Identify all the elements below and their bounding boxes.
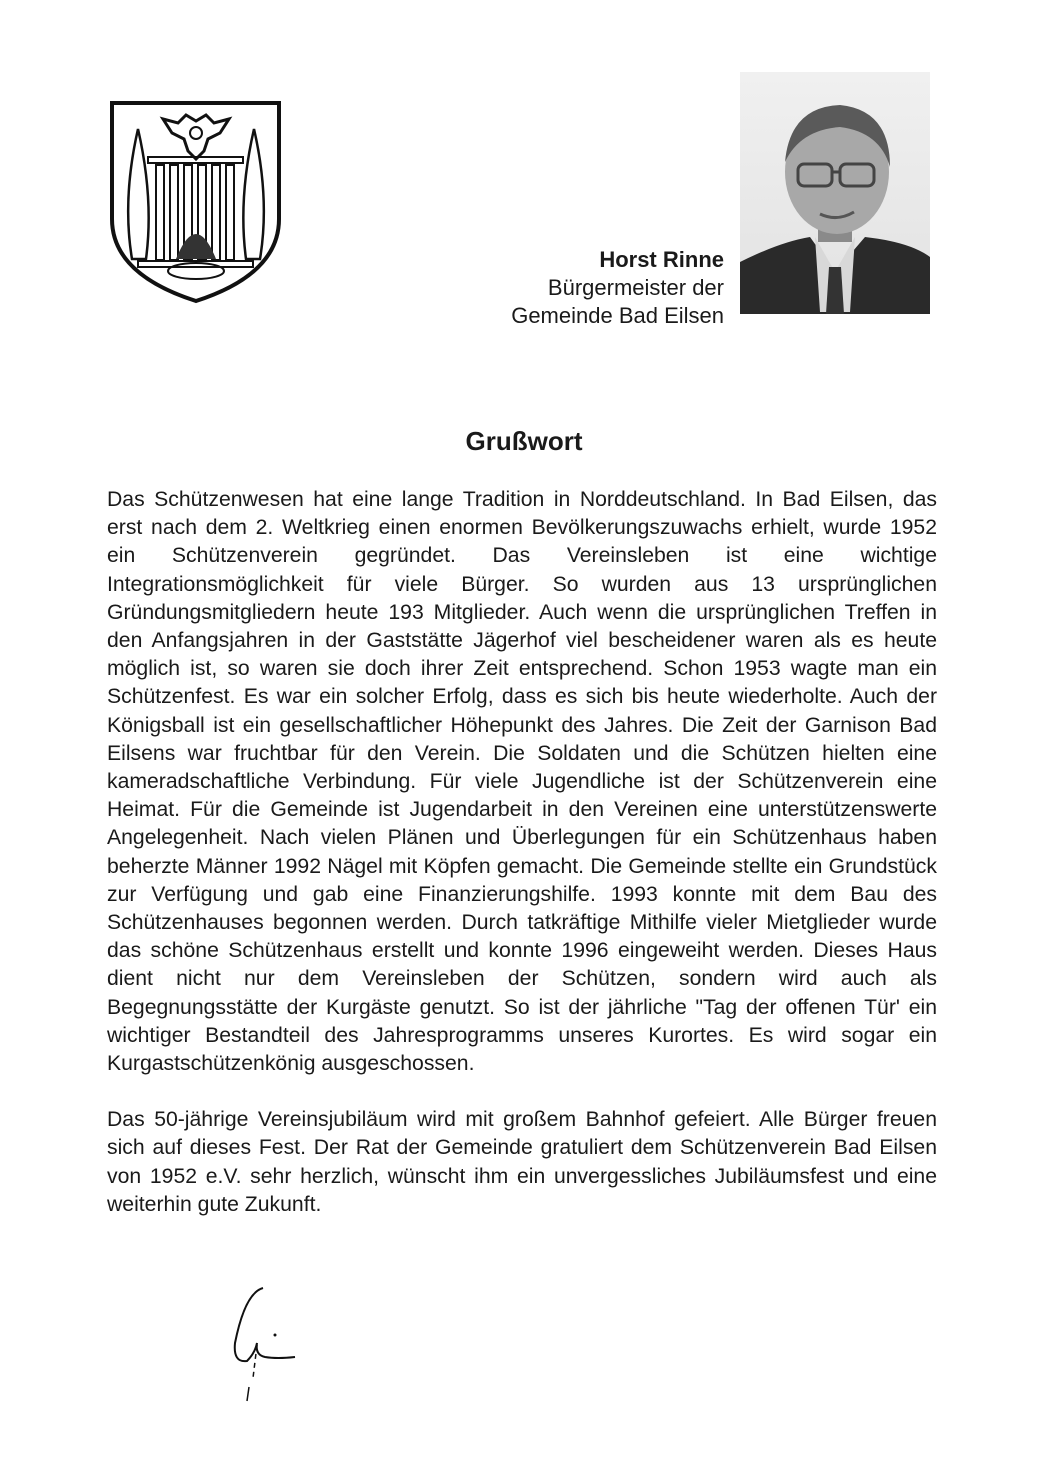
signature-icon [225, 1283, 305, 1403]
paragraph-1: Das Schützenwesen hat eine lange Tradition in Norddeutschland. In Bad Eilsen, das erst nach dem 2. Weltkrieg einen enormen Bevölkerungszuwachs erhielt, wurde 1952 ein Schützenverein gegründet. Das Vereinsleben ist eine wichtige Integrationsmöglichkeit für viele Bürger. So wurden aus 13 ursprünglichen Gründungsmitgliedern heute 193 Mitglieder. Auch wenn die ursprünglichen Treffen in den Anfangsjahren in der Gaststätte Jägerhof viel bescheidener waren als es heute möglich ist, so waren sie doch ihrer Zeit entsprechend. Schon 1953 wagte man ein Schützenfest. Es war ein solcher Erfolg, dass es sich bis heute wiederholte. Auch der Königsball ist ein gesellschaftlicher Höhepunkt des Jahres. Die Zeit der Garnison Bad Eilsens war fruchtbar für den Verein. Die Soldaten und die Schützen hielten eine kameradschaftliche Verbindung. Für viele Jugendliche ist der Schützenverein eine Heimat. Für die Gemeinde ist Jugendarbeit in den Vereinen eine unterstützenswerte Angelegenheit. Nach vielen Plänen und Überlegungen für ein Schützenhaus haben beherzte Männer 1992 Nägel mit Köpfen gemacht. Die Gemeinde stellte ein Grundstück zur Verfügung und gab eine Finanzierungshilfe. 1993 konnte mit dem Bau des Schützenhauses begonnen werden. Durch tatkräftige Mithilfe vieler Mietglieder wurde das schöne Schützenhaus erstellt und konnte 1996 eingeweiht werden. Dieses Haus dient nicht nur dem Vereinsleben der Schützen, sondern wird auch als Begegnungsstätte der Kurgäste genutzt. So ist der jährliche "Tag der offenen Tür' ein wichtiger Bestandteil des Jahresprogramms unseres Kurortes. Es wird sogar ein Kurgastschützenkönig ausgeschossen. [107, 488, 937, 1076]
coat-of-arms-icon [108, 99, 283, 304]
letter-body [107, 486, 937, 1247]
author-role-line2: Gemeinde Bad Eilsen [511, 303, 724, 328]
paragraph-2: Das 50-jährige Vereinsjubiläum wird mit großem Bahnhof gefeiert. Alle Bürger freuen sich auf dieses Fest. Der Rat der Gemeinde gratuliert dem Schützenverein Bad Eilsen von 1952 e.V. sehr herzlich, wünscht ihm ein unvergessliches Jubiläumsfest und eine weiterhin gute Zukunft. [107, 1108, 937, 1216]
page-title: Grußwort [465, 426, 583, 456]
author-role-line1: Bürgermeister der [547, 275, 724, 300]
author-caption [511, 246, 724, 330]
portrait-photo [740, 72, 930, 314]
author-name: Horst Rinne [599, 247, 724, 272]
